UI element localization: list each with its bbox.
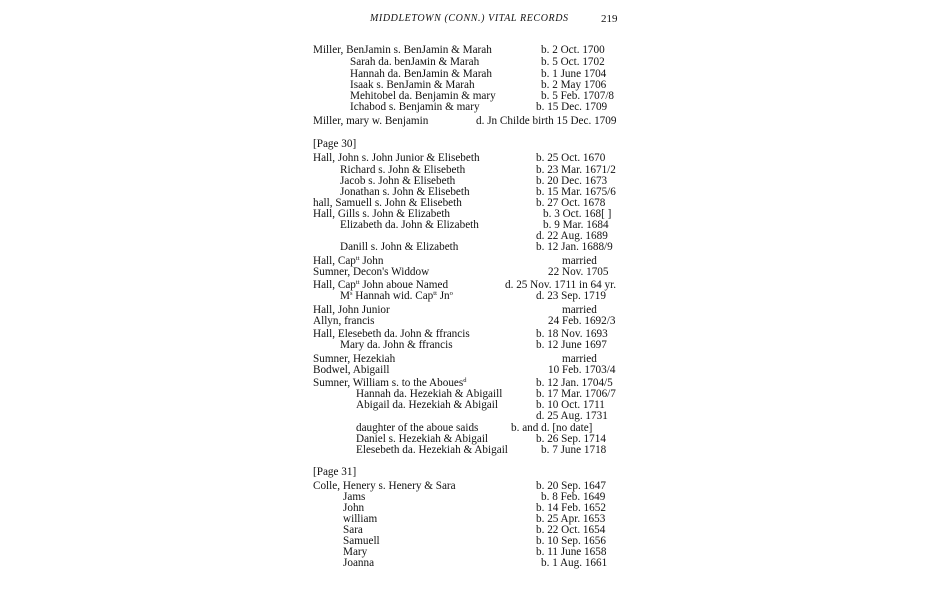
entry-name: $M^s$ Hannah wid. Cap$^{tt}$ Jn$^o$: [340, 290, 453, 302]
entry-name: Sumner, Hezekiah: [313, 353, 396, 365]
entry-event: b. 20 Sep. 1647: [536, 480, 606, 492]
running-header-title: MIDDLETOWN (CONN.) VITAL RECORDS: [370, 13, 569, 24]
entry-name: Sarah da. benJaмin & Marah: [350, 56, 480, 68]
entry-event: 24 Feb. 1692/3: [548, 315, 616, 327]
entry-name: Danill s. John & Elizabeth: [340, 241, 459, 253]
entry-event: b. 12 Jan. 1704/5: [536, 377, 613, 389]
entry-name: Hall, Gills s. John & Elizabeth: [313, 208, 451, 220]
entry-name: Abigail da. Hezekiah & Abigail: [356, 399, 498, 411]
entry-event: married: [562, 255, 597, 267]
entry-event: d. 25 Aug. 1731: [536, 410, 608, 422]
entry-name: daughter of the aboue saids: [356, 422, 479, 434]
entry-event: d. 23 Sep. 1719: [536, 290, 606, 302]
entry-event: b. 11 June 1658: [536, 546, 607, 558]
entry-name: Miller, BenJamin s. BenJamin & Marah: [313, 44, 492, 56]
entry-name: Ichabod s. Benjamin & mary: [350, 101, 480, 113]
entry-name: Daniel s. Hezekiah & Abigail: [356, 433, 489, 445]
entry-event: b. 2 May 1706: [541, 79, 607, 91]
entry-event: b. 9 Mar. 1684: [543, 219, 609, 231]
entry-name: Hall, John Junior: [313, 304, 390, 316]
entry-name: Sumner, William s. to the Aboues$^d$: [313, 377, 467, 389]
entry-name: Miller, mary w. Benjamin: [313, 115, 429, 127]
entry-name: Mehitobel da. Benjamin & mary: [350, 90, 496, 102]
entry-event: b. 5 Oct. 1702: [541, 56, 605, 68]
entry-name: Samuell: [343, 535, 380, 547]
entry-event: b. 1 June 1704: [541, 68, 607, 80]
entry-name: Allyn, francis: [313, 315, 375, 327]
entry-event: b. 14 Feb. 1652: [536, 502, 606, 514]
entry-event: b. 22 Oct. 1654: [536, 524, 606, 536]
entry-name: Joanna: [343, 557, 375, 569]
entry-name: Hall, Cap$^{tt}$ John: [313, 255, 384, 267]
entry-event: b. 10 Sep. 1656: [536, 535, 606, 547]
entry-name: Hannah da. Hezekiah & Abigaill: [356, 388, 503, 400]
entry-name: Hall, John s. John Junior & Elisebeth: [313, 152, 480, 164]
entry-event: b. 7 June 1718: [541, 444, 607, 456]
entry-event: 22 Nov. 1705: [548, 266, 609, 278]
entry-event: d. Jn Childe birth 15 Dec. 1709: [476, 115, 617, 127]
entry-event: d. 22 Aug. 1689: [536, 230, 608, 242]
page-marker: [Page 30]: [313, 138, 357, 150]
entry-event: b. 17 Mar. 1706/7: [536, 388, 616, 400]
entry-event: b. 1 Aug. 1661: [541, 557, 608, 569]
entry-name: Richard s. John & Elisebeth: [340, 164, 466, 176]
entry-event: b. 10 Oct. 1711: [536, 399, 605, 411]
entry-name: John: [343, 502, 365, 514]
page-number: 219: [601, 13, 618, 25]
entry-event: b. 25 Apr. 1653: [536, 513, 606, 525]
entry-event: married: [562, 304, 597, 316]
entry-name: Elizabeth da. John & Elizabeth: [340, 219, 479, 231]
entry-event: b. 26 Sep. 1714: [536, 433, 606, 445]
entry-event: b. 20 Dec. 1673: [536, 175, 608, 187]
entry-name: Colle, Henery s. Henery & Sara: [313, 480, 456, 492]
entry-event: b. 12 June 1697: [536, 339, 607, 351]
entry-name: Jams: [343, 491, 366, 503]
entry-name: william: [343, 513, 378, 525]
entry-event: d. 25 Nov. 1711 in 64 yr.: [505, 279, 617, 291]
entry-name: hall, Samuell s. John & Elisebeth: [313, 197, 462, 209]
entry-name: Bodwel, Abigaill: [313, 364, 390, 376]
entry-name: Mary: [343, 546, 368, 558]
entry-name: Hall, Cap$^{tt}$ John aboue Named: [313, 279, 449, 291]
entry-event: b. 23 Mar. 1671/2: [536, 164, 616, 176]
entry-name: Elesebeth da. Hezekiah & Abigail: [356, 444, 508, 456]
entry-event: b. 12 Jan. 1688/9: [536, 241, 613, 253]
page-marker: [Page 31]: [313, 466, 357, 478]
entry-event: b. 5 Feb. 1707/8: [541, 90, 615, 102]
entry-event: b. and d. [no date]: [511, 422, 593, 434]
entry-name: Hannah da. BenJamin & Marah: [350, 68, 492, 80]
entry-event: b. 15 Dec. 1709: [536, 101, 608, 113]
entry-name: Sara: [343, 524, 363, 536]
entry-name: Hall, Elesebeth da. John & ffrancis: [313, 328, 470, 340]
entry-name: Mary da. John & ffrancis: [340, 339, 453, 351]
entry-name: Jacob s. John & Elisebeth: [340, 175, 456, 187]
entry-event: b. 27 Oct. 1678: [536, 197, 606, 209]
entry-event: 10 Feb. 1703/4: [548, 364, 616, 376]
entry-event: b. 2 Oct. 1700: [541, 44, 605, 56]
entry-name: Jonathan s. John & Elisebeth: [340, 186, 470, 198]
entry-event: b. 15 Mar. 1675/6: [536, 186, 616, 198]
entry-event: b. 18 Nov. 1693: [536, 328, 608, 340]
entry-event: b. 3 Oct. 168[ ]: [543, 208, 612, 220]
entry-name: Sumner, Decon's Widdow: [313, 266, 430, 278]
entry-name: Isaak s. BenJamin & Marah: [350, 79, 475, 91]
entry-event: married: [562, 353, 597, 365]
entry-event: b. 8 Feb. 1649: [541, 491, 606, 503]
entry-event: b. 25 Oct. 1670: [536, 152, 606, 164]
